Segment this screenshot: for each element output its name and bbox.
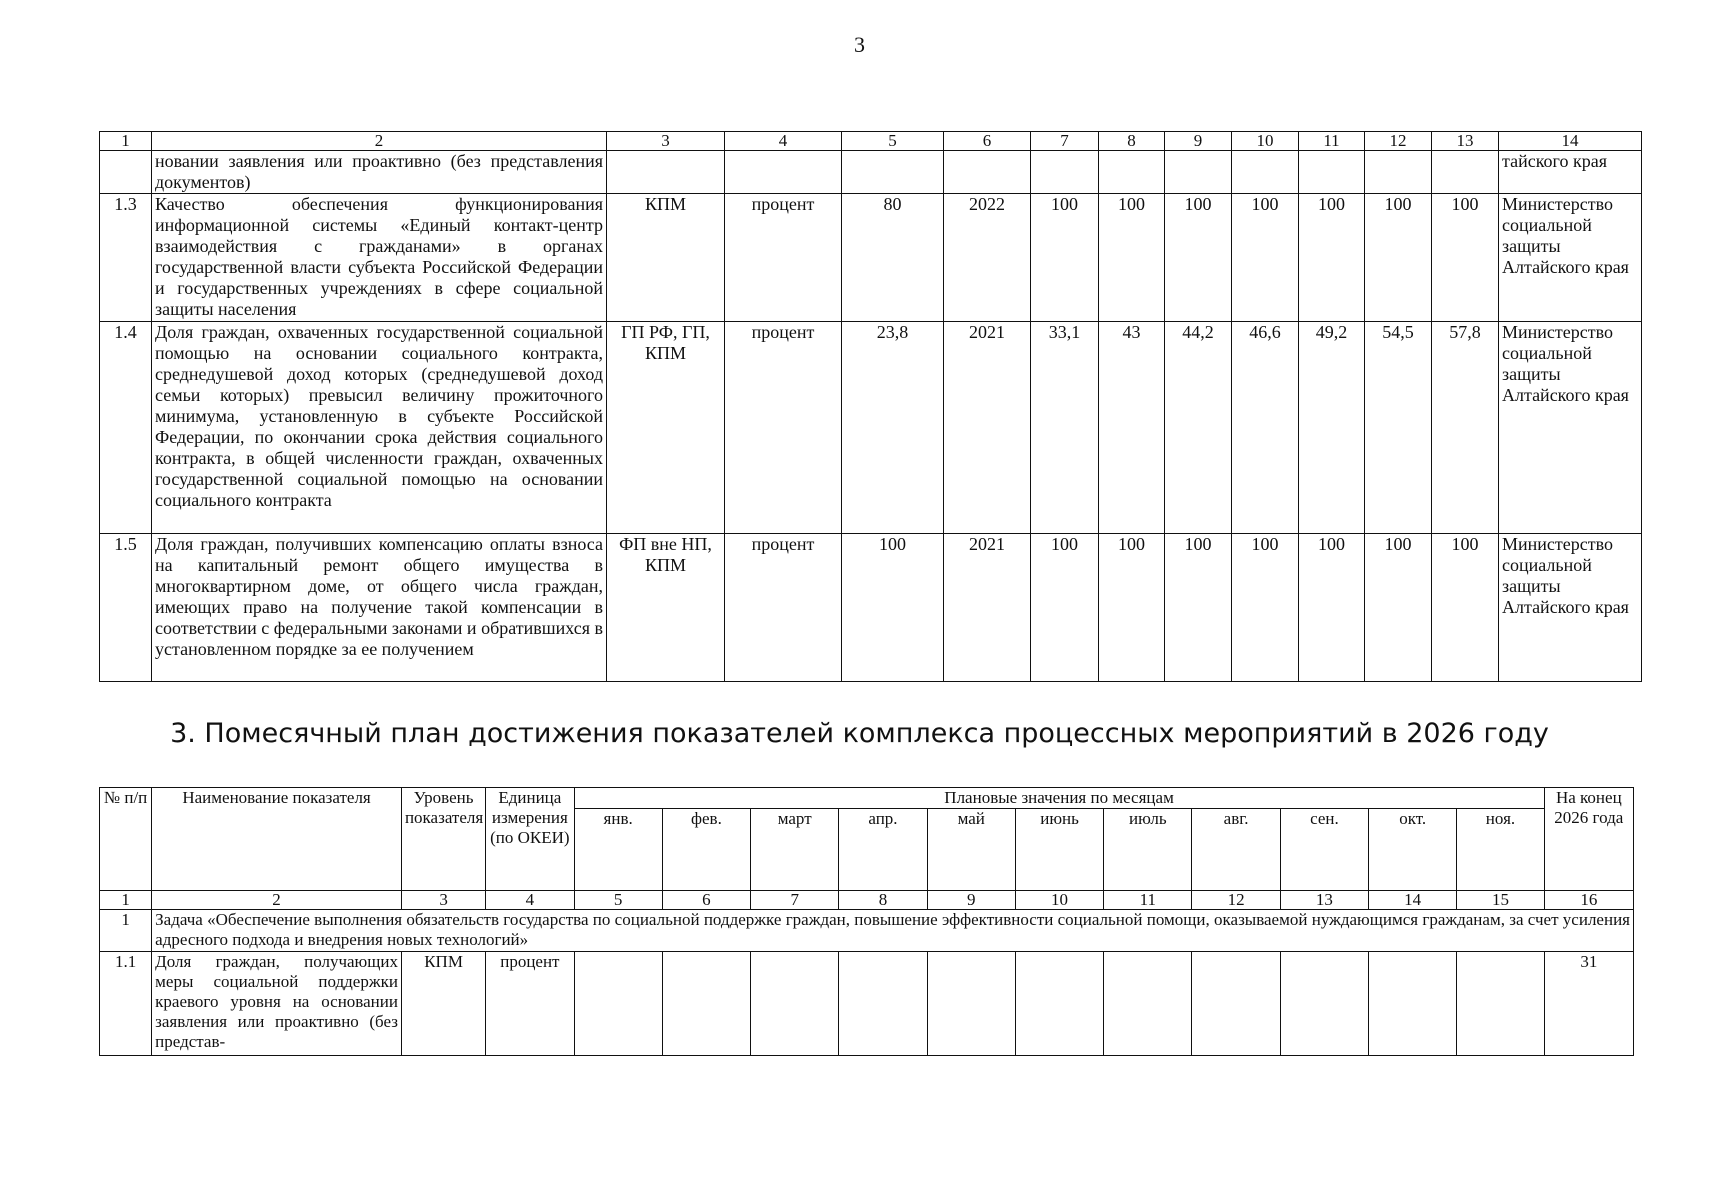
month-header: июнь [1015, 809, 1103, 891]
task-number: 1 [100, 910, 152, 952]
header-name: Наименование показателя [152, 788, 402, 891]
row-number: 1.1 [100, 952, 152, 1056]
value-col-7: 100 [1031, 534, 1099, 682]
value-col-10: 100 [1232, 534, 1299, 682]
value-col-13: 100 [1432, 534, 1499, 682]
responsible: Министерство социальной защиты Алтайского края [1499, 322, 1642, 534]
base-year: 2022 [944, 194, 1031, 322]
column-number: 11 [1104, 891, 1192, 910]
month-header: май [927, 809, 1015, 891]
unit: процент [725, 534, 842, 682]
value-col-9: 44,2 [1165, 322, 1232, 534]
value-col-11: 100 [1299, 194, 1365, 322]
indicators-table [99, 131, 1642, 682]
indicator-name: Доля граждан, охваченных государственной социальной помощью на основании социального контракта, среднедушевой доход которых (среднедушевой доход семьи которых) превысил величину прожиточного минимума, установленную в субъекте Российской Федерации, по окончании срока действия социального контракта, в общей численности граждан, охваченных государственной социальной помощью на основании социального контракта [152, 322, 607, 534]
column-number: 7 [1031, 132, 1099, 151]
header-end-of-year: На конец 2026 года [1544, 788, 1633, 891]
column-number: 13 [1432, 132, 1499, 151]
column-number-row [100, 132, 1642, 151]
table-row [100, 952, 1634, 1056]
indicator-level: ФП вне НП, КПМ [607, 534, 725, 682]
value-col-12: 54,5 [1365, 322, 1432, 534]
responsible: Министерство социальной защиты Алтайского края [1499, 534, 1642, 682]
indicator-level: ГП РФ, ГП, КПМ [607, 322, 725, 534]
page-number: 3 [854, 32, 865, 57]
column-number: 16 [1544, 891, 1633, 910]
column-number: 5 [574, 891, 662, 910]
column-number: 6 [662, 891, 750, 910]
indicator-name: Доля граждан, получивших компенсацию оплаты взноса на капитальный ремонт общего имущества в многоквартирном доме, от общего числа граждан, имеющих право на получение такой компенсации в соответствии с федеральными законами и обратившихся в установленном порядке за ее получением [152, 534, 607, 682]
value-col-7: 33,1 [1031, 322, 1099, 534]
column-number: 9 [927, 891, 1015, 910]
value-col-10: 46,6 [1232, 322, 1299, 534]
column-number: 13 [1280, 891, 1368, 910]
base-value: 23,8 [842, 322, 944, 534]
monthly-plan-table [99, 787, 1634, 1056]
column-number: 4 [486, 891, 574, 910]
month-header: апр. [839, 809, 927, 891]
column-number: 1 [100, 891, 152, 910]
responsible: Министерство социальной защиты Алтайского края [1499, 194, 1642, 322]
value-col-11: 49,2 [1299, 322, 1365, 534]
value-col-11: 100 [1299, 534, 1365, 682]
column-number: 3 [401, 891, 485, 910]
responsible: тайского края [1499, 151, 1642, 194]
unit: процент [725, 322, 842, 534]
task-row [100, 910, 1634, 952]
value-col-8: 43 [1099, 322, 1165, 534]
column-number: 4 [725, 132, 842, 151]
table-row [100, 194, 1642, 322]
table-row [100, 534, 1642, 682]
header-row [100, 788, 1634, 809]
month-header: март [751, 809, 839, 891]
indicator-name: Качество обеспечения функционирования информационной системы «Единый контакт-центр взаимодействия с гражданами» в органах государственной власти субъекта Российской Федерации и государственных учреждениях в сфере социальной защиты населения [152, 194, 607, 322]
section-title: 3. Помесячный план достижения показателей комплекса процессных мероприятий в 2026 году [170, 718, 1549, 749]
unit: процент [486, 952, 574, 1056]
column-number: 2 [152, 132, 607, 151]
column-number: 2 [152, 891, 402, 910]
column-number: 6 [944, 132, 1031, 151]
unit: процент [725, 194, 842, 322]
end-of-year-value: 31 [1544, 952, 1633, 1056]
month-header: ноя. [1457, 809, 1544, 891]
table-row [100, 322, 1642, 534]
column-number: 8 [839, 891, 927, 910]
value-col-7: 100 [1031, 194, 1099, 322]
base-value: 100 [842, 534, 944, 682]
month-header: авг. [1192, 809, 1280, 891]
value-col-8: 100 [1099, 534, 1165, 682]
column-number: 12 [1192, 891, 1280, 910]
column-number: 14 [1369, 891, 1457, 910]
column-number: 10 [1232, 132, 1299, 151]
header-no: № п/п [100, 788, 152, 891]
column-number: 5 [842, 132, 944, 151]
table-row [100, 151, 1642, 194]
row-number: 1.4 [100, 322, 152, 534]
task-text: Задача «Обеспечение выполнения обязательств государства по социальной поддержке граждан, повышение эффективности социальной помощи, оказываемой нуждающимся гражданам, за счет усиления адресного подхода и внедрения новых технологий» [152, 910, 1634, 952]
month-header: фев. [662, 809, 750, 891]
column-number-row [100, 891, 1634, 910]
month-header: янв. [574, 809, 662, 891]
value-col-8: 100 [1099, 194, 1165, 322]
month-header: окт. [1369, 809, 1457, 891]
indicator-name: новании заявления или проактивно (без представления документов) [152, 151, 607, 194]
row-number: 1.5 [100, 534, 152, 682]
base-year: 2021 [944, 322, 1031, 534]
value-col-12: 100 [1365, 534, 1432, 682]
value-col-13: 100 [1432, 194, 1499, 322]
row-number [100, 151, 152, 194]
value-col-9: 100 [1165, 534, 1232, 682]
value-col-13: 57,8 [1432, 322, 1499, 534]
column-number: 12 [1365, 132, 1432, 151]
column-number: 9 [1165, 132, 1232, 151]
month-header: сен. [1280, 809, 1368, 891]
indicator-level: КПМ [401, 952, 485, 1056]
column-number: 10 [1015, 891, 1103, 910]
base-year: 2021 [944, 534, 1031, 682]
column-number: 8 [1099, 132, 1165, 151]
row-number: 1.3 [100, 194, 152, 322]
column-number: 14 [1499, 132, 1642, 151]
value-col-12: 100 [1365, 194, 1432, 322]
column-number: 3 [607, 132, 725, 151]
indicator-name: Доля граждан, получающих меры социальной поддержки краевого уровня на основании заявления или проактивно (без представ- [152, 952, 402, 1056]
column-number: 7 [751, 891, 839, 910]
column-number: 1 [100, 132, 152, 151]
base-value: 80 [842, 194, 944, 322]
column-number: 15 [1457, 891, 1544, 910]
header-unit: Единица измерения (по ОКЕИ) [486, 788, 574, 891]
column-number: 11 [1299, 132, 1365, 151]
value-col-10: 100 [1232, 194, 1299, 322]
value-col-9: 100 [1165, 194, 1232, 322]
month-header: июль [1104, 809, 1192, 891]
indicator-level: КПМ [607, 194, 725, 322]
header-level: Уровень показателя [401, 788, 485, 891]
header-planned-values: Плановые значения по месяцам [574, 788, 1544, 809]
